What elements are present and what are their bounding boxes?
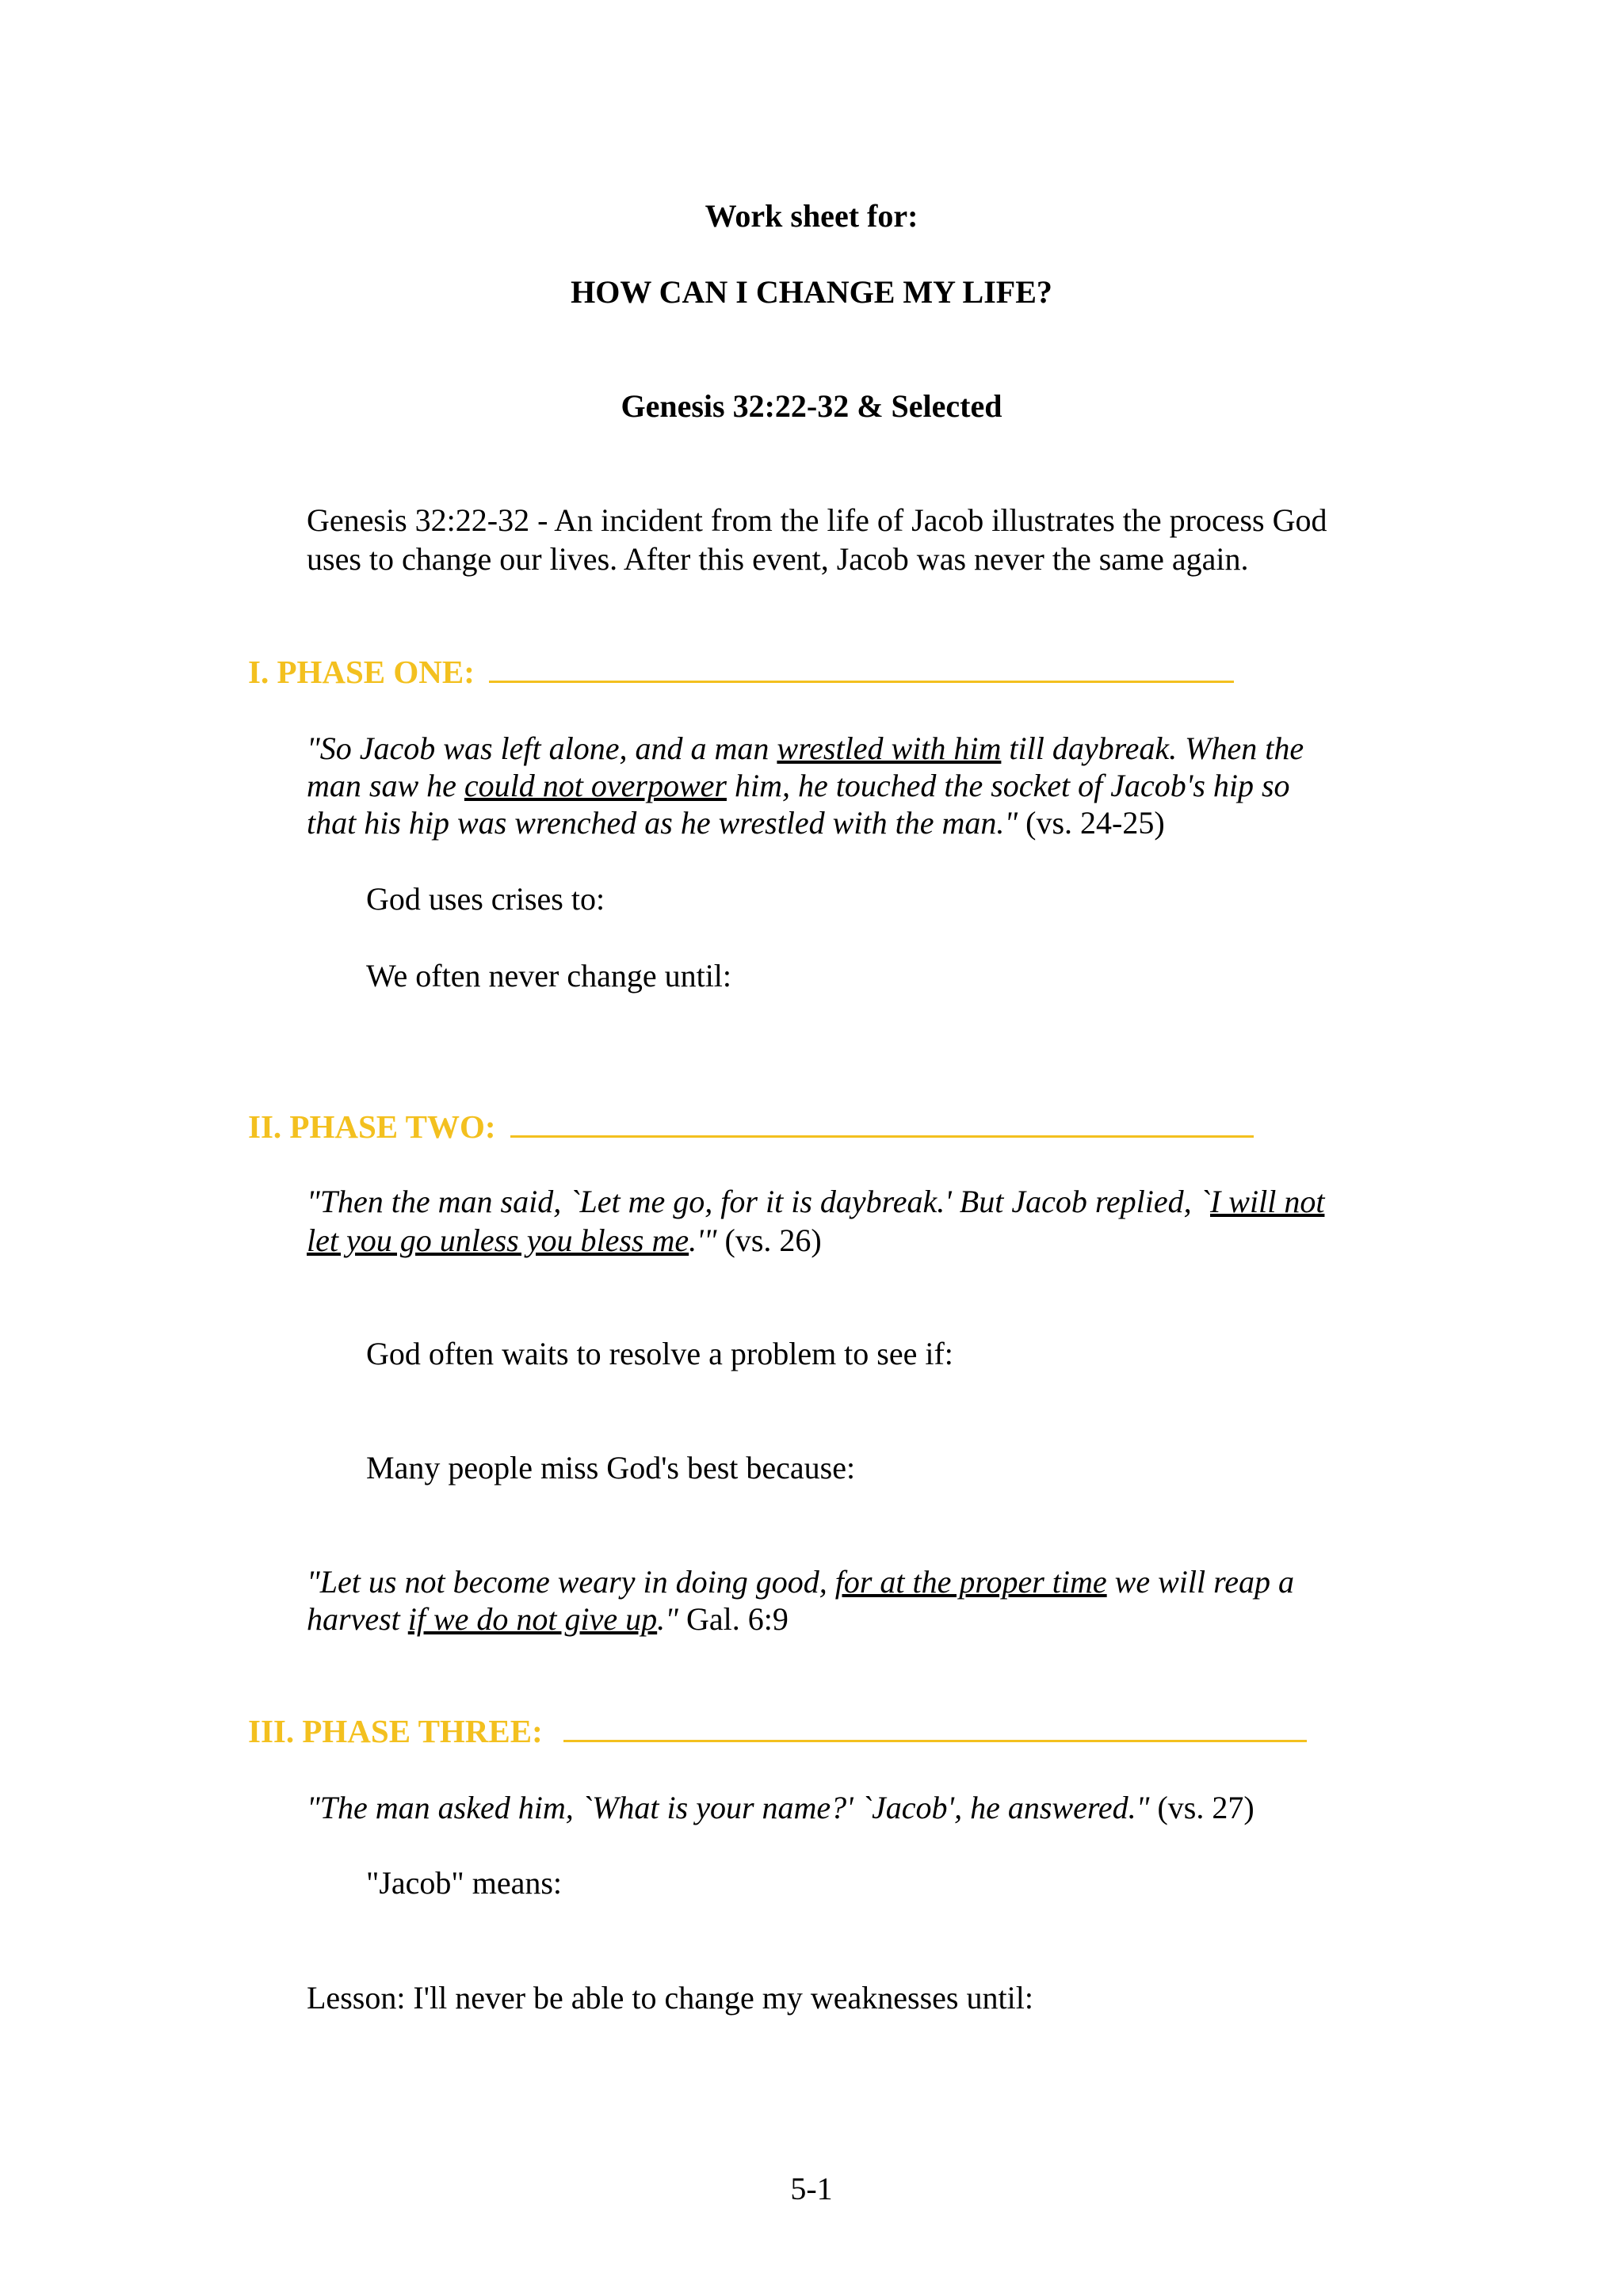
galatians-quote-line-2	[307, 1601, 789, 1638]
quote-emphasis: let you go unless you bless me	[307, 1222, 689, 1258]
quote-text: man saw he	[307, 768, 464, 803]
quote-text: harvest	[307, 1601, 408, 1637]
verse-reference: Gal. 6:9	[678, 1601, 789, 1637]
quote-emphasis: wrestled with him	[777, 730, 1002, 766]
quote-emphasis: could not overpower	[464, 768, 727, 803]
worksheet-label: Work sheet for:	[705, 198, 918, 234]
verse-reference: (vs. 27)	[1149, 1790, 1254, 1825]
quote-text: "Then the man said, `Let me go, for it is daybreak.' But Jacob replied, `	[307, 1184, 1210, 1219]
prompt-god-waits: God often waits to resolve a problem to see if:	[366, 1336, 953, 1371]
page-number: 5-1	[790, 2171, 833, 2206]
galatians-quote-line-1	[307, 1564, 1294, 1600]
phase-two-label: II. PHASE TWO:	[248, 1108, 496, 1145]
quote-text: ."	[657, 1601, 678, 1637]
phase-one-quote-line-1	[307, 730, 1304, 767]
prompt-change-until: We often never change until:	[366, 958, 732, 994]
phase-one-quote-line-2	[307, 768, 1290, 804]
phase-one-quote-line-3	[307, 805, 1165, 841]
quote-text: "Let us not become weary in doing good,	[307, 1564, 835, 1600]
quote-text: till daybreak. When the	[1001, 730, 1304, 766]
phase-one-blank	[489, 658, 1234, 683]
phase-two-quote-line-2	[307, 1222, 822, 1259]
phase-three-heading	[248, 1713, 1307, 1750]
quote-text: "The man asked him, `What is your name?' `Jacob', he answered."	[307, 1790, 1150, 1825]
phase-one-label: I. PHASE ONE:	[248, 654, 475, 690]
quote-emphasis: for at the proper time	[834, 1564, 1107, 1600]
quote-emphasis: if we do not give up	[407, 1601, 658, 1637]
phase-three-quote	[307, 1790, 1254, 1826]
phase-one-heading	[248, 654, 1234, 691]
phase-two-quote-line-1	[307, 1184, 1324, 1220]
phase-two-heading	[248, 1108, 1254, 1146]
quote-text: him, he touched the socket of Jacob's hip so	[726, 768, 1290, 803]
intro-line-2: uses to change our lives. After this event, Jacob was never the same again.	[307, 541, 1249, 577]
quote-text: .'"	[689, 1222, 717, 1258]
lesson-prompt: Lesson: I'll never be able to change my weaknesses until:	[307, 1980, 1033, 2016]
phase-two-blank	[510, 1113, 1254, 1138]
quote-text: we will reap a	[1106, 1564, 1294, 1600]
quote-emphasis: I will not	[1209, 1184, 1325, 1219]
phase-three-blank	[563, 1718, 1307, 1742]
verse-reference: (vs. 24-25)	[1018, 805, 1165, 841]
prompt-crises: God uses crises to:	[366, 881, 605, 917]
intro-line-1: Genesis 32:22-32 - An incident from the life of Jacob illustrates the process God	[307, 502, 1327, 538]
scripture-reference: Genesis 32:22-32 & Selected	[621, 388, 1002, 424]
prompt-jacob-means: "Jacob" means:	[366, 1865, 563, 1901]
verse-reference: (vs. 26)	[716, 1222, 822, 1258]
quote-text: that his hip was wrenched as he wrestled with the man."	[307, 805, 1018, 841]
quote-text: "So Jacob was left alone, and a man	[307, 730, 777, 766]
prompt-miss-gods-best: Many people miss God's best because:	[366, 1450, 856, 1486]
page-title: HOW CAN I CHANGE MY LIFE?	[571, 274, 1052, 310]
phase-three-label: III. PHASE THREE:	[248, 1713, 543, 1749]
